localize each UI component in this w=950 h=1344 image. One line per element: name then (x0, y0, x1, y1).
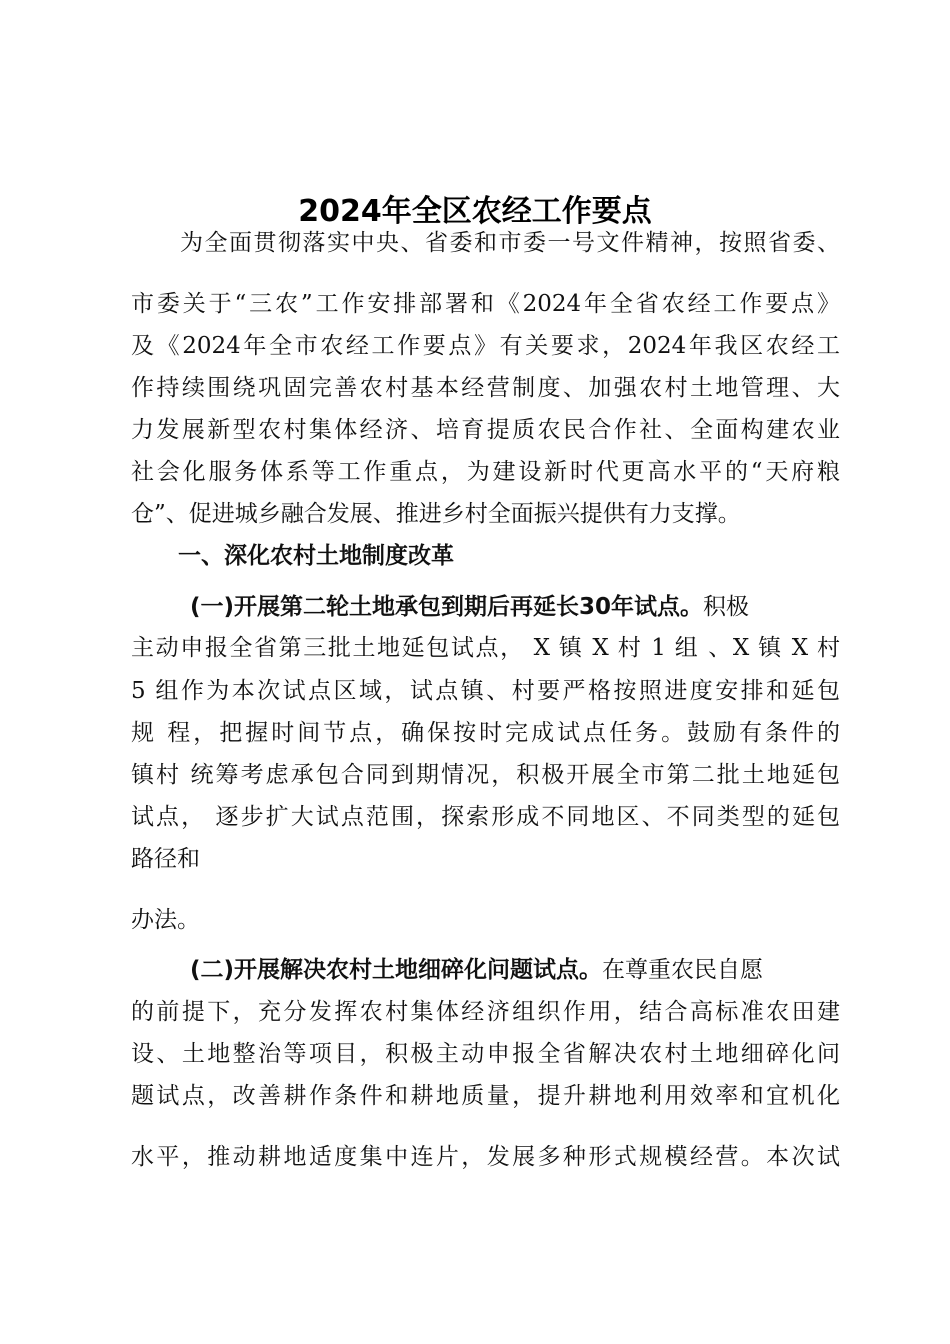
section-heading: 一、深化农村土地制度改革 (178, 543, 454, 569)
item1-first-line (190, 591, 840, 623)
item1-line-8: 办法。 (131, 907, 200, 933)
item2-first-line (190, 954, 840, 986)
item2-title: (二)开展解决农村土地细碎化问题试点。 (190, 957, 603, 983)
item1-title: (一)开展第二轮土地承包到期后再延长30年试点。 (190, 594, 704, 620)
item1-line-2: 主动申报全省第三批土地延包试点， X 镇 X 村 1 组 、X 镇 X 村 (131, 635, 840, 661)
item2-line-5: 水平，推动耕地适度集中连片，发展多种形式规模经营。本次试 (131, 1144, 840, 1170)
item1-line-3: 5 组作为本次试点区域，试点镇、村要严格按照进度安排和延包 (131, 678, 840, 704)
item1-text: 积极 (703, 594, 750, 620)
item2-line-3: 设、土地整治等项目，积极主动申报全省解决农村土地细碎化问 (131, 1041, 840, 1067)
item1-line-7: 路径和 (131, 846, 200, 872)
item2-text: 在尊重农民自愿 (602, 957, 764, 983)
intro-line-5: 力发展新型农村集体经济、培育提质农民合作社、全面构建农业 (131, 417, 840, 443)
intro-line-6: 社会化服务体系等工作重点，为建设新时代更高水平的“天府粮 (131, 459, 840, 485)
intro-line-1: 为全面贯彻落实中央、省委和市委一号文件精神，按照省委、 (180, 230, 840, 256)
item1-line-4: 规 程，把握时间节点，确保按时完成试点任务。鼓励有条件的 (131, 720, 840, 746)
item2-line-4: 题试点，改善耕作条件和耕地质量，提升耕地利用效率和宜机化 (131, 1083, 840, 1109)
intro-line-2: 市委关于“三农”工作安排部署和《2024年全省农经工作要点》 (131, 291, 840, 317)
document-title: 2024年全区农经工作要点 (298, 194, 652, 229)
item1-line-5: 镇村 统筹考虑承包合同到期情况，积极开展全市第二批土地延包 (131, 762, 840, 788)
intro-line-4: 作持续围绕巩固完善农村基本经营制度、加强农村土地管理、大 (131, 375, 840, 401)
intro-line-7: 仓”、促进城乡融合发展、推进乡村全面振兴提供有力支撑。 (131, 501, 741, 527)
item1-line-6: 试点， 逐步扩大试点范围，探索形成不同地区、不同类型的延包 (131, 804, 840, 830)
intro-line-3: 及《2024年全市农经工作要点》有关要求，2024年我区农经工 (131, 333, 840, 359)
item2-line-2: 的前提下，充分发挥农村集体经济组织作用，结合高标准农田建 (131, 999, 840, 1025)
